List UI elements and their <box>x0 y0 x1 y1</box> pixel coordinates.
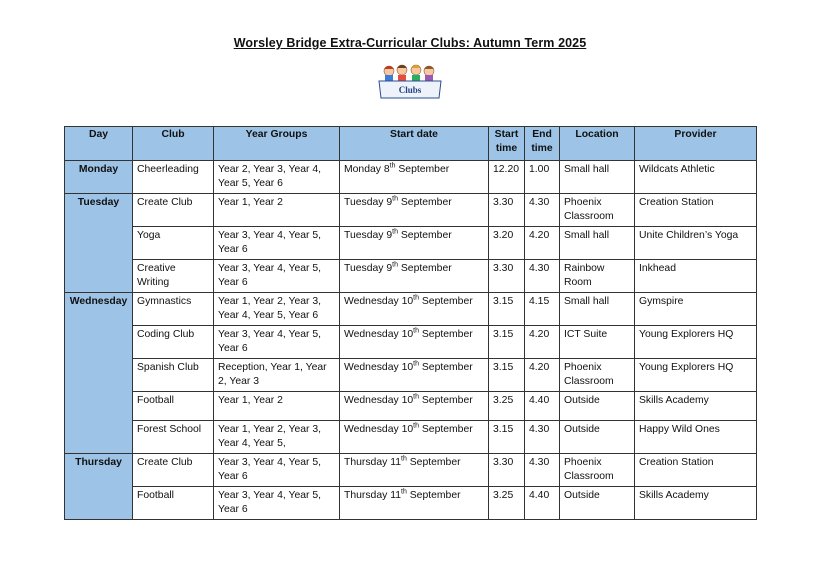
header-year-groups: Year Groups <box>214 127 340 161</box>
club-cell: Spanish Club <box>133 359 214 392</box>
day-cell-monday: Monday <box>65 161 133 194</box>
location-cell: Rainbow Room <box>560 260 635 293</box>
year-groups-cell: Reception, Year 1, Year 2, Year 3 <box>214 359 340 392</box>
table-row <box>65 260 757 293</box>
day-cell-wednesday: Wednesday <box>65 293 133 454</box>
location-cell: Outside <box>560 487 635 520</box>
club-cell: Create Club <box>133 454 214 487</box>
club-cell: Football <box>133 392 214 421</box>
start-time-cell: 3.25 <box>489 392 525 421</box>
location-cell: Phoenix Classroom <box>560 359 635 392</box>
start-time-cell: 12.20 <box>489 161 525 194</box>
table-row <box>65 421 757 454</box>
table-header-row <box>65 127 757 161</box>
club-cell: Forest School <box>133 421 214 454</box>
end-time-cell: 4.40 <box>525 487 560 520</box>
end-time-cell: 4.15 <box>525 293 560 326</box>
start-date-cell: Thursday 11th September <box>340 454 489 487</box>
start-date-cell: Wednesday 10th September <box>340 392 489 421</box>
table-row <box>65 293 757 326</box>
club-cell: Create Club <box>133 194 214 227</box>
start-date-cell: Tuesday 9th September <box>340 227 489 260</box>
club-cell: Yoga <box>133 227 214 260</box>
provider-cell: Gymspire <box>635 293 757 326</box>
location-cell: Outside <box>560 392 635 421</box>
end-time-cell: 4.30 <box>525 260 560 293</box>
year-groups-cell: Year 3, Year 4, Year 5, Year 6 <box>214 227 340 260</box>
table-row <box>65 359 757 392</box>
location-cell: Outside <box>560 421 635 454</box>
start-date-cell: Tuesday 9th September <box>340 194 489 227</box>
header-location: Location <box>560 127 635 161</box>
provider-cell: Inkhead <box>635 260 757 293</box>
provider-cell: Skills Academy <box>635 392 757 421</box>
start-date-cell: Wednesday 10th September <box>340 293 489 326</box>
location-cell: Phoenix Classroom <box>560 194 635 227</box>
header-start-time: Start time <box>489 127 525 161</box>
start-date-cell: Wednesday 10th September <box>340 421 489 454</box>
location-cell: Small hall <box>560 227 635 260</box>
location-cell: Small hall <box>560 293 635 326</box>
year-groups-cell: Year 1, Year 2 <box>214 392 340 421</box>
start-time-cell: 3.25 <box>489 487 525 520</box>
provider-cell: Creation Station <box>635 194 757 227</box>
year-groups-cell: Year 2, Year 3, Year 4, Year 5, Year 6 <box>214 161 340 194</box>
clubs-logo <box>377 63 443 101</box>
header-day: Day <box>65 127 133 161</box>
provider-cell: Creation Station <box>635 454 757 487</box>
start-time-cell: 3.15 <box>489 293 525 326</box>
provider-cell: Young Explorers HQ <box>635 326 757 359</box>
provider-cell: Young Explorers HQ <box>635 359 757 392</box>
provider-cell: Wildcats Athletic <box>635 161 757 194</box>
table-row <box>65 454 757 487</box>
club-cell: Coding Club <box>133 326 214 359</box>
club-cell: Gymnastics <box>133 293 214 326</box>
start-time-cell: 3.30 <box>489 260 525 293</box>
header-end-time: End time <box>525 127 560 161</box>
table-row <box>65 326 757 359</box>
children-banner-icon <box>384 65 434 83</box>
end-time-cell: 4.30 <box>525 454 560 487</box>
start-date-cell: Monday 8th September <box>340 161 489 194</box>
location-cell: Small hall <box>560 161 635 194</box>
start-date-cell: Tuesday 9th September <box>340 260 489 293</box>
end-time-cell: 4.30 <box>525 421 560 454</box>
end-time-cell: 4.40 <box>525 392 560 421</box>
table-row <box>65 227 757 260</box>
header-start-date: Start date <box>340 127 489 161</box>
end-time-cell: 4.30 <box>525 194 560 227</box>
start-date-cell: Wednesday 10th September <box>340 326 489 359</box>
provider-cell: Skills Academy <box>635 487 757 520</box>
end-time-cell: 4.20 <box>525 227 560 260</box>
table-row <box>65 487 757 520</box>
location-cell: ICT Suite <box>560 326 635 359</box>
location-cell: Phoenix Classroom <box>560 454 635 487</box>
start-time-cell: 3.15 <box>489 326 525 359</box>
start-time-cell: 3.15 <box>489 421 525 454</box>
start-time-cell: 3.20 <box>489 227 525 260</box>
club-cell: Football <box>133 487 214 520</box>
clubs-table <box>64 126 757 520</box>
year-groups-cell: Year 3, Year 4, Year 5, Year 6 <box>214 487 340 520</box>
header-provider: Provider <box>635 127 757 161</box>
year-groups-cell: Year 3, Year 4, Year 5, Year 6 <box>214 260 340 293</box>
page-title: Worsley Bridge Extra-Curricular Clubs: Autumn Term 2025 <box>233 36 587 50</box>
start-date-cell: Wednesday 10th September <box>340 359 489 392</box>
year-groups-cell: Year 1, Year 2, Year 3, Year 4, Year 5, Year 6 <box>214 293 340 326</box>
provider-cell: Unite Children’s Yoga <box>635 227 757 260</box>
table-row <box>65 194 757 227</box>
table-row <box>65 161 757 194</box>
header-club: Club <box>133 127 214 161</box>
day-cell-tuesday: Tuesday <box>65 194 133 293</box>
end-time-cell: 4.20 <box>525 326 560 359</box>
provider-cell: Happy Wild Ones <box>635 421 757 454</box>
year-groups-cell: Year 3, Year 4, Year 5, Year 6 <box>214 454 340 487</box>
year-groups-cell: Year 1, Year 2 <box>214 194 340 227</box>
start-date-cell: Thursday 11th September <box>340 487 489 520</box>
year-groups-cell: Year 1, Year 2, Year 3, Year 4, Year 5, <box>214 421 340 454</box>
start-time-cell: 3.30 <box>489 194 525 227</box>
start-time-cell: 3.15 <box>489 359 525 392</box>
start-time-cell: 3.30 <box>489 454 525 487</box>
table-row <box>65 392 757 421</box>
club-cell: Creative Writing <box>133 260 214 293</box>
end-time-cell: 1.00 <box>525 161 560 194</box>
logo-text: Clubs <box>398 85 422 95</box>
end-time-cell: 4.20 <box>525 359 560 392</box>
day-cell-thursday: Thursday <box>65 454 133 520</box>
club-cell: Cheerleading <box>133 161 214 194</box>
year-groups-cell: Year 3, Year 4, Year 5, Year 6 <box>214 326 340 359</box>
